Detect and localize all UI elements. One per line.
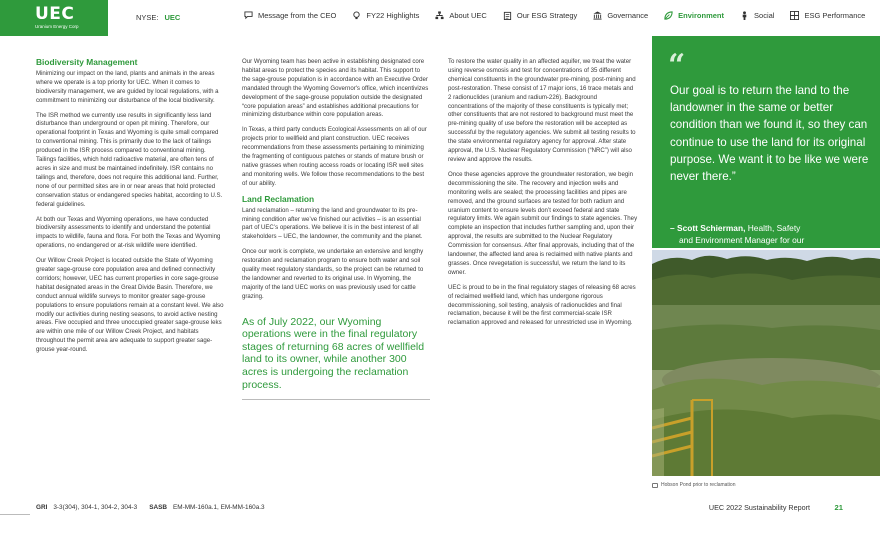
clipboard-icon <box>503 11 512 20</box>
nav-label: About UEC <box>449 11 487 20</box>
nav-message-from-ceo[interactable] <box>244 11 336 20</box>
nav-fy22-highlights[interactable] <box>352 11 419 20</box>
nyse-label: NYSE: <box>136 13 159 22</box>
logo-text: UEC <box>35 4 75 24</box>
sasb-references: EM-MM-160a.1, EM-MM-160a.3 <box>172 504 265 511</box>
page-number: 21 <box>834 503 843 512</box>
paragraph: In Texas, a third party conducts Ecological Assessments on all of our projects prior to wellfield and plant construction. UEC receives recommendations from these assessments pertaining to minimizing the fragmenting of contiguous patches or stands of mature brush or native grasses when routing access roads or locating ISR well sites and monitoring wells. We follow those recommendations to the best of our ability. <box>242 126 427 187</box>
top-navigation-bar <box>0 0 880 36</box>
paragraph: To restore the water quality in an affected aquifer, we treat the water using reverse osmosis and test for concentrations of 35 different chemical constituents in the groundwater pre-mining, post-mining and post-restoration. These consist of 17 major ions, 16 trace metals and 2 radionuclides (uranium and radium-226). Background concentrations of the majority of these constituents is typically met; other constituents that are not restored to background must meet the pre-mining quality of use before the restoration will be accepted as successful by the regulatory agencies. We submit all testing results to the state environmental regulatory agency for approval. After state approval, the U.S. Nuclear Regulatory Commission (“NRC”) will also review and approve the results. <box>448 58 636 163</box>
nav-label: Environment <box>678 11 725 20</box>
main-nav <box>244 11 880 20</box>
paragraph: Our Willow Creek Project is located outside the State of Wyoming greater sage-grouse core population area and defined connectivity corridors; however, UEC has current properties in core sage-grouse habitat designated areas in the Great Divide Basin. Therefore, we conduct annual wildlife surveys to monitor greater sage-grouse populations to ensure populations remain at a constant level. We also modify our activities during nesting seasons, to avoid active nesting areas. Five occupied and three unoccupied greater sage-grouse leks are within one mile of our Willow Creek Project, and habitats throughout the permit area are adequate to support greater sage-grouse year-round. <box>36 257 224 354</box>
paragraph: Once these agencies approve the groundwater restoration, we begin decommissioning the site. The recovery and injection wells and monitoring wells are sealed; the processing facilities and pipes are removed, and the ground surfaces are tested for both radium and uranium content to ensure levels don’t exceed federal and state regulatory limits. We again submit our findings to state agencies. They complete an inspection that includes further sampling and, upon their approval, the results are submitted to the Nuclear Regulatory Commission for consensus. After final approvals, including that of the landowner, the affected land area is reclaimed with native plants and grasses. Once revegetation is successful, we return the land to its owner. <box>448 170 638 276</box>
caption-text: Hobson Pond prior to reclamation <box>661 482 736 488</box>
photo-caption <box>652 482 736 488</box>
nav-governance[interactable] <box>593 11 648 20</box>
gri-label: GRI <box>36 504 48 511</box>
pond-photo <box>652 250 880 476</box>
lightbulb-icon <box>352 11 361 20</box>
sasb-label: SASB <box>149 504 167 511</box>
person-icon <box>740 11 749 20</box>
paragraph: UEC is proud to be in the final regulatory stages of releasing 68 acres of reclaimed wellfield land, which has undergone rigorous decommissioning, soil testing, analysis of radionuclides and final reclamation, because it will be the first commercial-scale ISR reclamation approved and released for unrestricted use in Wyoming. <box>448 283 636 327</box>
grid-icon <box>790 11 799 20</box>
quote-author: – Scott Schierman, <box>670 223 746 233</box>
gri-references: 3-3(304), 304-1, 304-2, 304-3 <box>53 504 138 511</box>
column-biodiversity <box>36 58 224 361</box>
pond-landscape-image <box>652 250 880 476</box>
paragraph: The ISR method we currently use results in significantly less land disturbance than underground or open pit mining. Therefore, our operational footprint in Texas and Wyoming is quite small compared to conventional mining. This is primarily due to the lack of tailings produced in the ISR process compared to conventional mining. Tailings facilities, which hold radioactive material, are often tens of acres in size and must be maintained indefinitely. ISR contains no tailings and, therefore, does not require this additional land. Further, none of our permitted sites are in or near areas that hold protected conservation status or endangered species habitat, according to U.S. federal guidelines. <box>36 111 223 208</box>
footer-divider <box>0 514 30 515</box>
camera-icon <box>652 483 658 488</box>
paragraph: Land reclamation – returning the land and groundwater to its pre-mining condition after we’ve finished our activities – is an essential part of UEC’s operations. We believe it is in the best interest of all stakeholders – UEC, the landowner, the community and the planet. <box>242 206 423 241</box>
footer-references <box>36 504 265 511</box>
column-water-restoration <box>448 58 638 334</box>
paragraph: At both our Texas and Wyoming operations, we have conducted biodiversity assessments to identify and understand the potential impacts to wildlife, fauna and flora. For both the Texas and Wyoming operations, no endangered or at-risk wildlife were identified. <box>36 215 221 250</box>
logo-subtitle: Uranium Energy Corp <box>35 24 79 29</box>
nav-label: Our ESG Strategy <box>516 11 578 20</box>
highlight-callout: As of July 2022, our Wyoming operations were in the final regulatory stages of returning 68 acres of wellfield land to its owner, while another 300 acres is undergoing the reclamation process. <box>242 316 430 401</box>
nyse-ticker <box>136 13 180 22</box>
biodiversity-heading: Biodiversity Management <box>36 57 138 67</box>
nav-social[interactable] <box>740 11 774 20</box>
paragraph: Once our work is complete, we undertake an extensive and lengthy restoration and reclamation program to ensure both water and soil quality meet regulatory standards, so the project can be returned to the landowner and reverted to its original use. In Wyoming, the majority of the land UEC works on was previously used for cattle grazing. <box>242 248 424 300</box>
quote-author-title: Health, Safety <box>745 223 801 233</box>
ticker-symbol: UEC <box>164 13 181 22</box>
paragraph: Our Wyoming team has been active in establishing designated core habitat areas to protect the species and its habitat. This support to the sage-grouse population is in accordance with an Executive Order mandated through the Wyoming Governor's office, which incentivizes development of the sage-grouse population outside the designated “core population areas” and establishes additional precautions for minimizing disturbance within core population areas. <box>242 58 429 119</box>
column-land-reclamation <box>242 58 430 400</box>
org-icon <box>435 11 444 20</box>
nav-esg-performance[interactable] <box>790 11 865 20</box>
quote-author-title: and Environment Manager for our <box>679 235 805 245</box>
leaf-icon <box>664 11 673 20</box>
chat-icon <box>244 11 253 20</box>
land-reclamation-heading: Land Reclamation <box>242 193 315 204</box>
nav-our-esg-strategy[interactable] <box>503 11 577 20</box>
nav-label: Governance <box>607 11 649 20</box>
quote-text: Our goal is to return the land to the landowner in the same or better condition than we found it, so they can continue to use the land for its original purpose. We want it to be like we were never there.” <box>670 84 869 184</box>
bank-icon <box>593 11 602 20</box>
quote-mark-icon: “ <box>668 48 686 83</box>
nav-environment[interactable] <box>664 11 724 20</box>
nav-label: ESG Performance <box>804 11 866 20</box>
nav-label: Message from the CEO <box>258 11 337 20</box>
paragraph: Minimizing our impact on the land, plants and animals in the areas where we operate is a top priority for UEC. When it comes to biodiversity management, we are guided by local regulations, with a commitment to minimizing our disturbance of the local biodiversity. <box>36 69 219 104</box>
uec-logo[interactable] <box>0 0 108 36</box>
report-title: UEC 2022 Sustainability Report <box>708 503 810 512</box>
nav-about-uec[interactable] <box>435 11 487 20</box>
quote-panel <box>652 36 880 248</box>
nav-label: FY22 Highlights <box>366 11 420 20</box>
nav-label: Social <box>754 11 775 20</box>
